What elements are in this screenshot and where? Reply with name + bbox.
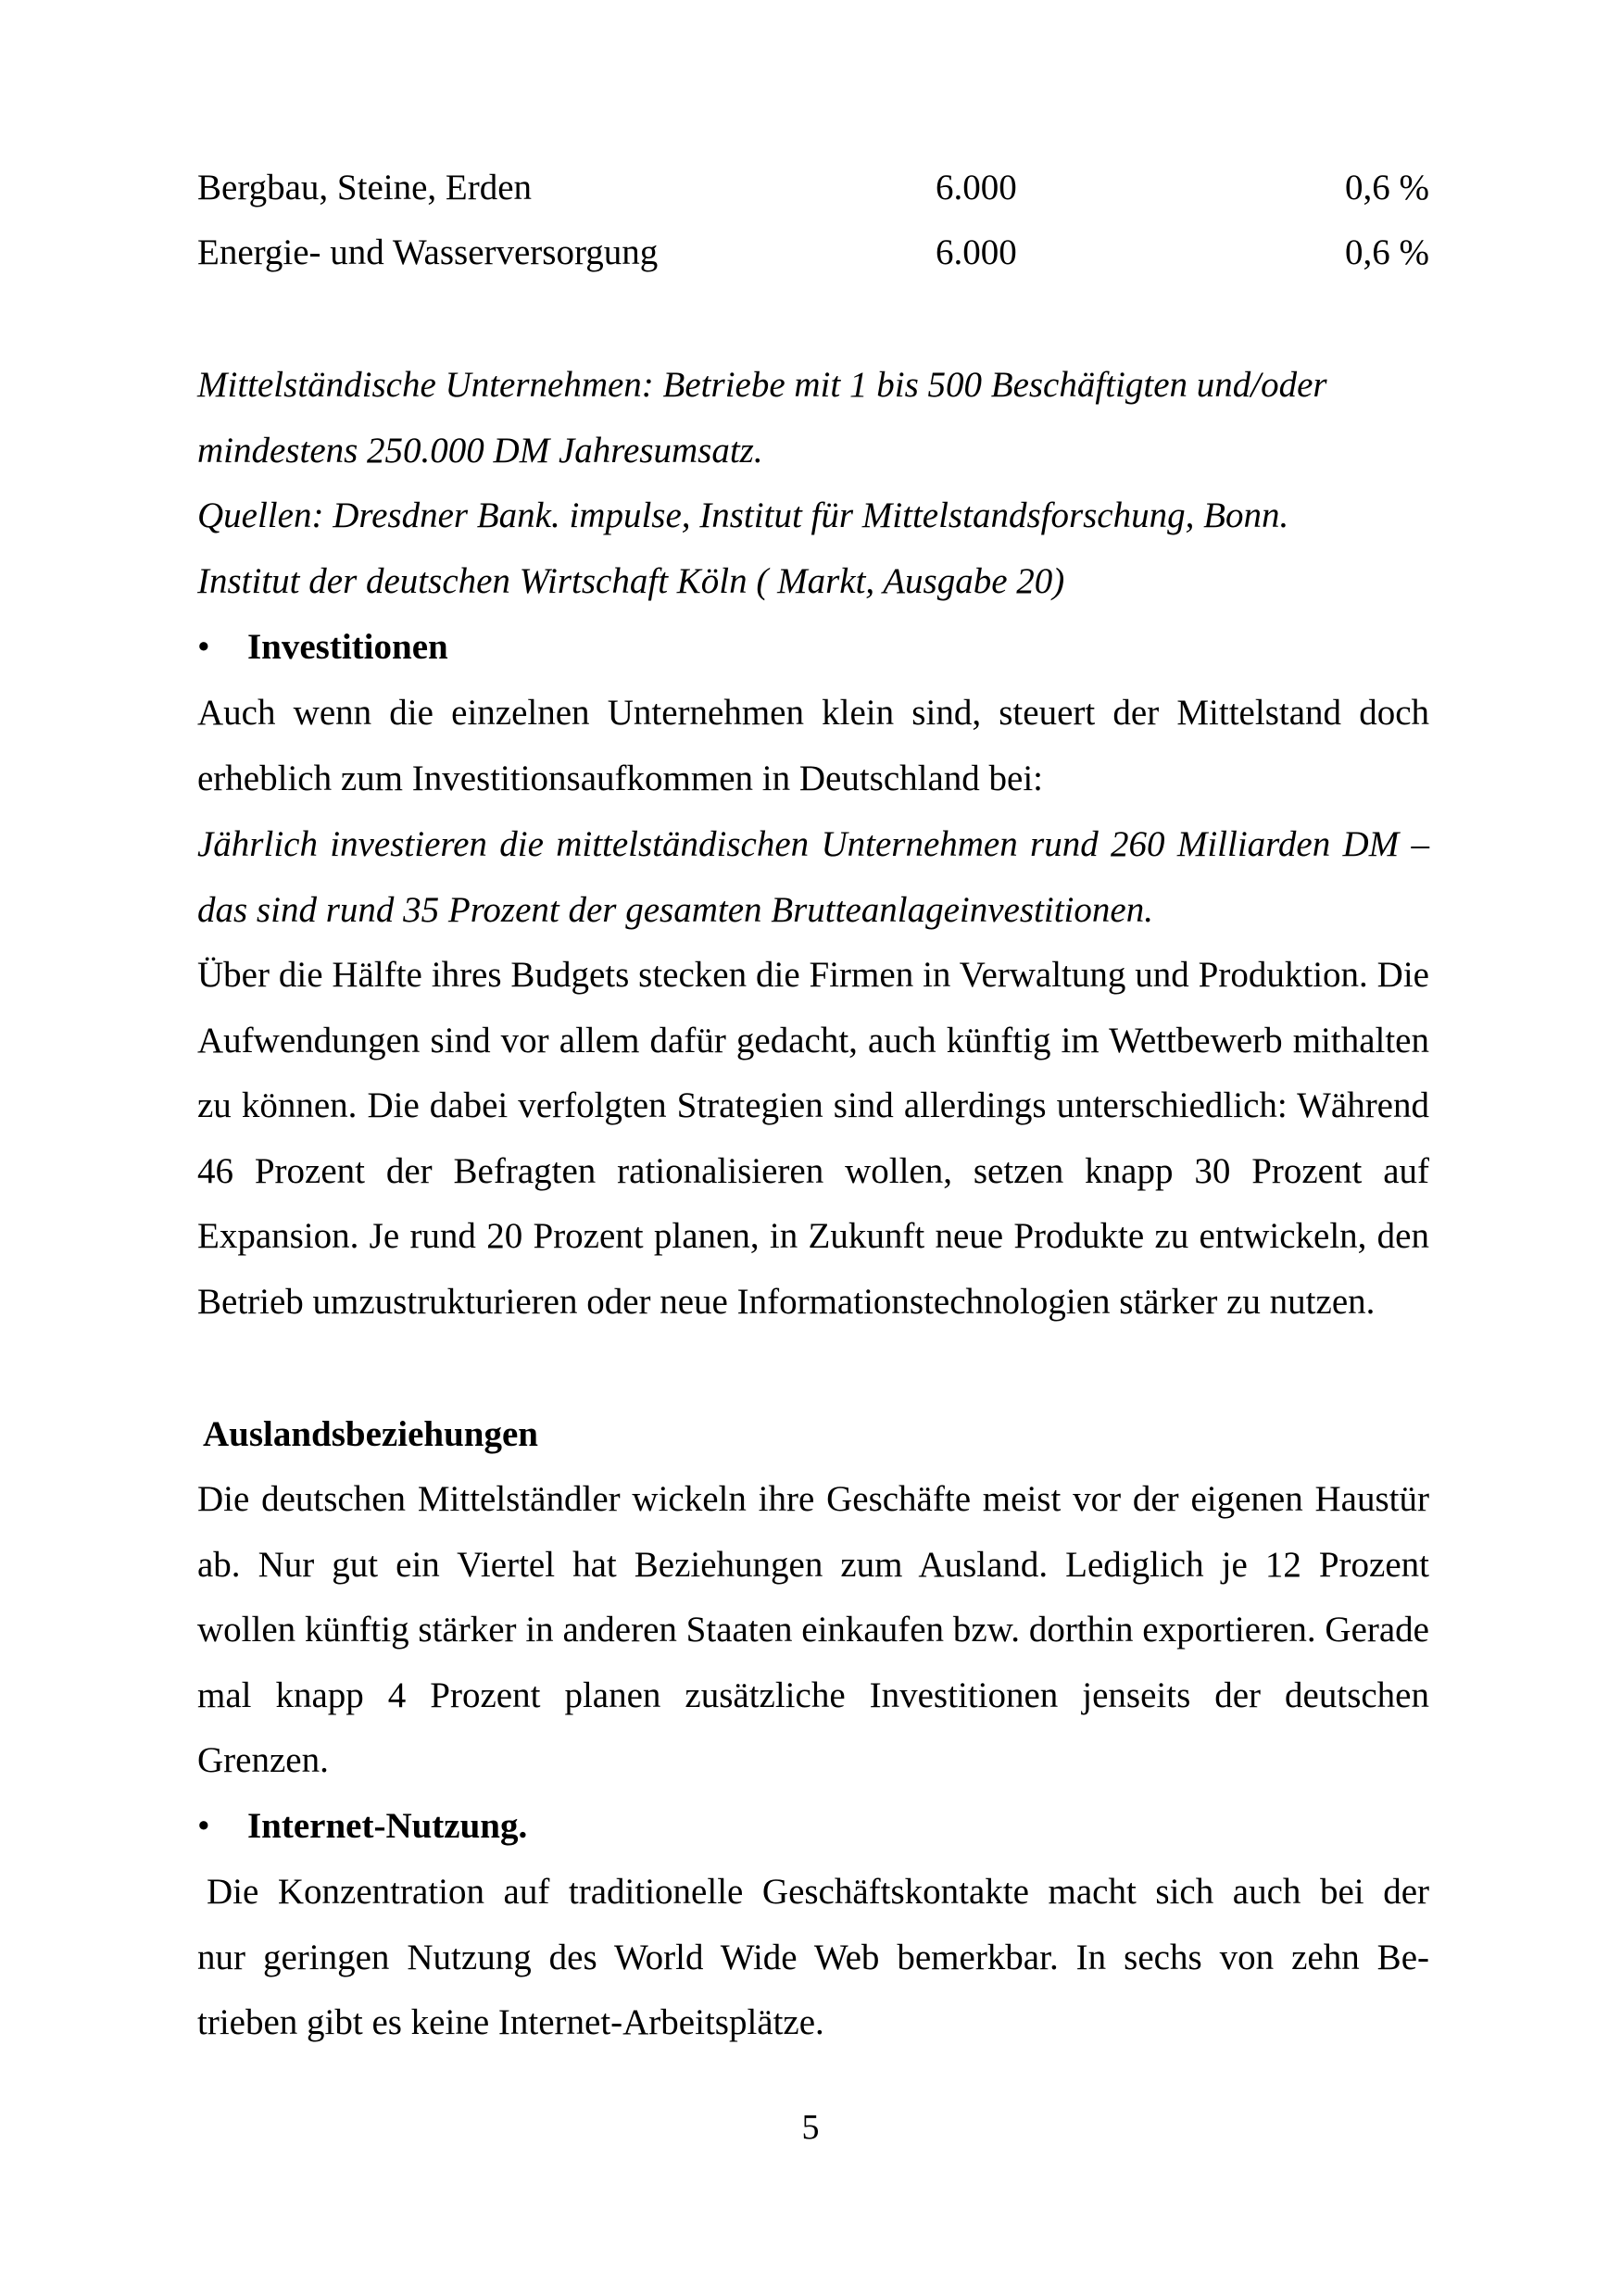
internet-body-line: Die Konzentration auf traditionelle Geschäftskontakte macht sich auch bei der — [207, 1872, 1429, 1912]
auslandsbeziehungen-body: Die deutschen Mittelständler wickeln ihre Geschäfte meist vor der eigenen Haustür ab. Nur gut ein Viertel hat Beziehungen zum Ausland. Lediglich je 12 Prozent wollen künftig stärker in anderen Staaten einkaufen bzw. dorthin exportieren. Gerade mal knapp 4 Prozent planen zusätzliche Investitionen jenseits der deutschen Grenzen. — [197, 1479, 1429, 1780]
investitionen-highlight: Jährlich investieren die mittelständischen Unternehmen rund 260 Milliarden DM – das sind rund 35 Prozent der gesamten Brutteanlageinvestitionen. — [197, 824, 1429, 930]
section-heading-auslandsbeziehungen: Auslandsbeziehungen — [203, 1414, 538, 1454]
internet-body-line: trieben gibt es keine Internet-Arbeitsplätze. — [197, 2002, 824, 2042]
bullet-icon: • — [197, 1806, 210, 1846]
company-count: 6.000 — [936, 168, 1017, 207]
sector-name: Bergbau, Steine, Erden — [197, 168, 533, 207]
page-number: 5 — [801, 2108, 820, 2147]
sector-name: Energie- und Wasserversorgung — [197, 232, 659, 272]
internet-body-line: nur geringen Nutzung des World Wide Web bemerkbar. In sechs von zehn Be- — [197, 1937, 1429, 1977]
table-row — [197, 156, 1429, 220]
heading-text: Internet-Nutzung. — [247, 1806, 528, 1846]
heading-text: Investitionen — [247, 627, 448, 667]
share-percent: 0,6 % — [1345, 232, 1429, 272]
section-heading-investitionen — [197, 615, 1429, 681]
footnote-sources-line: Institut der deutschen Wirtschaft Köln ( Markt, Ausgabe 20) — [197, 560, 1065, 601]
company-count: 6.000 — [936, 232, 1017, 272]
section-heading-internet — [197, 1794, 1429, 1860]
bullet-icon: • — [197, 627, 210, 667]
table-footnote — [197, 353, 1429, 614]
share-percent: 0,6 % — [1345, 168, 1429, 207]
footnote-definition-line: Mittelständische Unternehmen: Betriebe mit 1 bis 500 Beschäftigten und/oder — [197, 365, 1327, 405]
table-row — [197, 220, 1429, 285]
investitionen-intro: Auch wenn die einzelnen Unternehmen klein sind, steuert der Mittelstand doch erheblich zum Investitionsaufkommen in Deutschland bei: — [197, 693, 1429, 798]
footnote-definition-line: mindestens 250.000 DM Jahresumsatz. — [197, 430, 763, 470]
footnote-sources-line: Quellen: Dresdner Bank. impulse, Institut für Mittelstandsforschung, Bonn. — [197, 496, 1289, 535]
investitionen-body: Über die Hälfte ihres Budgets stecken die Firmen in Verwaltung und Produktion. Die Aufwendungen sind vor allem dafür gedacht, auch künftig im Wettbewerb mithalten zu können. Die dabei verfolgten Strategien sind allerdings unterschiedlich: Während 46 Prozent der Befragten rationalisieren wollen, setzen knapp 30 Prozent auf Expansion. Je rund 20 Prozent planen, in Zukunft neue Produkte zu entwickeln, den Betrieb umzustrukturieren oder neue Informationstechnologien stärker zu nutzen. — [197, 955, 1429, 1322]
internet-body — [197, 1860, 1429, 2056]
